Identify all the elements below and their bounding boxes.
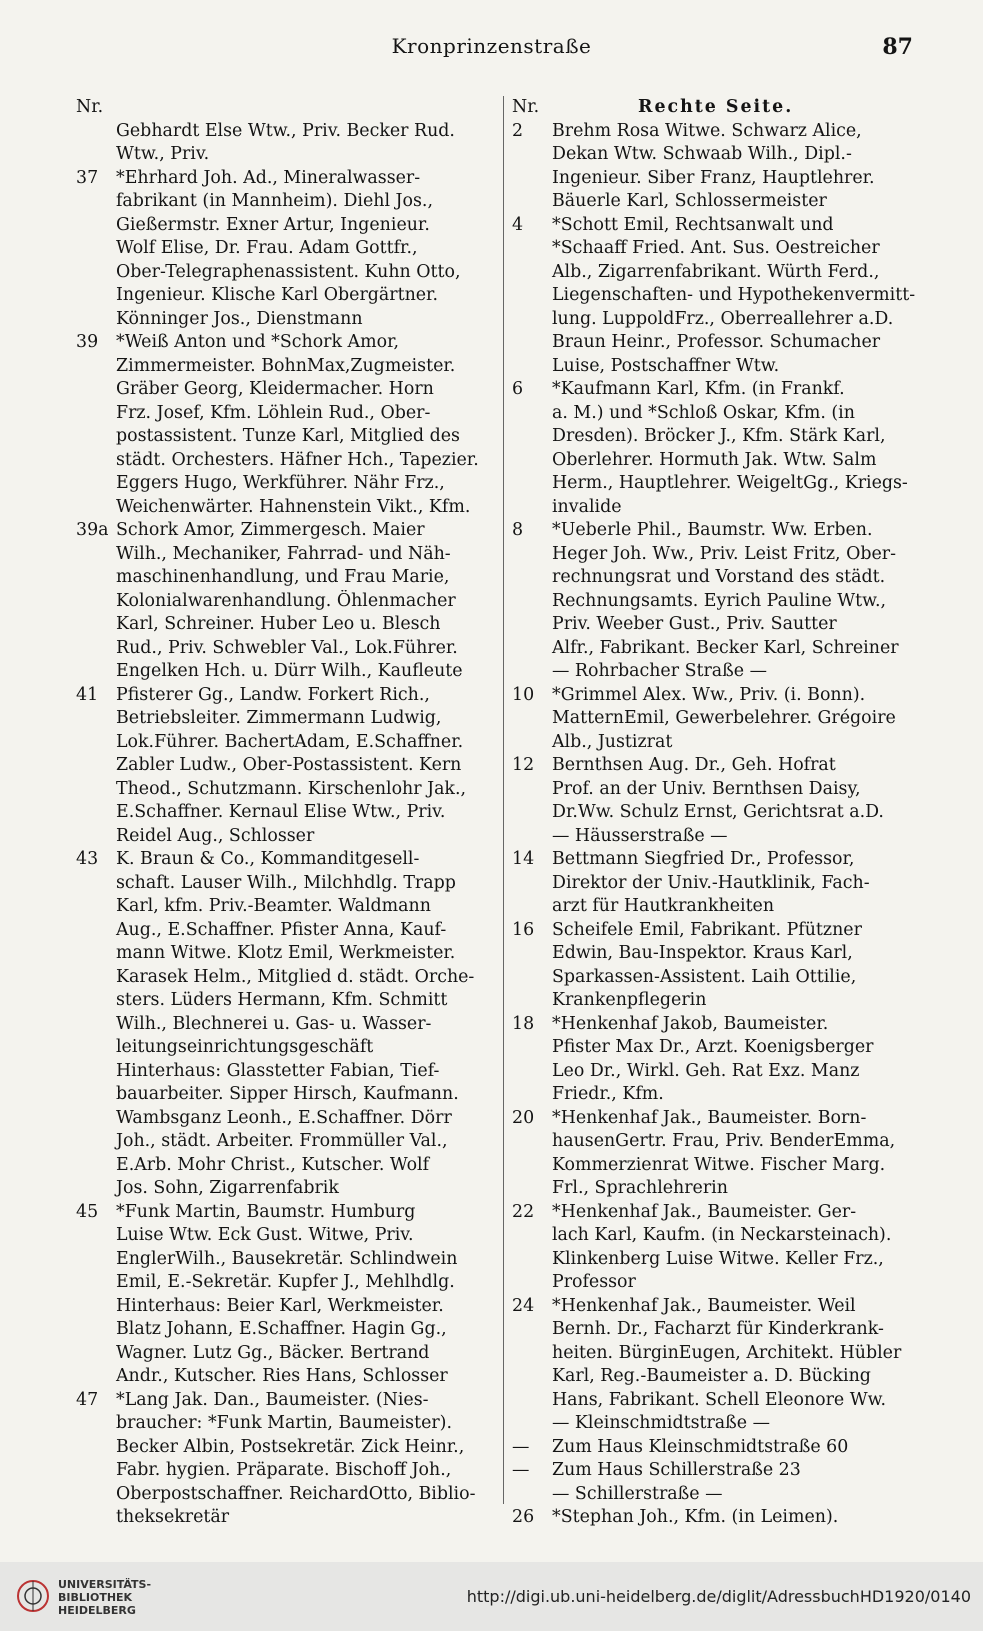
entry-text: — Rohrbacher Straße — [552, 661, 767, 681]
entry-line [512, 1506, 930, 1530]
entry-text: städt. Orchesters. Häfner Hch., Tapezier. [116, 449, 479, 470]
entry-line [76, 660, 498, 684]
entry-text: lach Karl, Kaufm. (in Neckarsteinach). [552, 1225, 892, 1245]
entry-line [76, 919, 498, 943]
house-number: 12 [512, 755, 535, 775]
entry-line [512, 942, 930, 966]
entry-text: Friedr., Kfm. [552, 1084, 664, 1104]
entry-text: Heger Joh. Ww., Priv. Leist Fritz, Ober- [552, 543, 896, 564]
house-number: — [512, 1436, 530, 1457]
entry-line [512, 1318, 930, 1342]
entry-text: Wambsganz Leonh., E.Schaffner. Dörr [116, 1107, 452, 1128]
right-entries [512, 120, 930, 1530]
entry-text: Pfister Max Dr., Arzt. Koenigsberger [552, 1037, 874, 1057]
house-number: 39 [76, 332, 99, 352]
house-number: 10 [512, 684, 535, 705]
entry-text: Direktor der Univ.-Hautklinik, Fach- [552, 872, 870, 893]
right-side-heading: Rechte Seite. [638, 97, 794, 117]
house-number: 22 [512, 1201, 535, 1222]
entry-line [76, 190, 498, 214]
house-number: 8 [512, 520, 524, 540]
house-number: 43 [76, 849, 99, 869]
house-number: 2 [512, 120, 524, 141]
entry-text: Zabler Ludw., Ober-Postassistent. Kern [116, 755, 462, 775]
entry-text: Zum Haus Schillerstraße 23 [552, 1460, 801, 1480]
entry-line [76, 472, 498, 496]
entry-text: Fabr. hygien. Präparate. Bischoff Joh., [116, 1460, 452, 1480]
entry-text: Engelken Hch. u. Dürr Wilh., Kaufleute [116, 661, 463, 681]
house-number: 14 [512, 849, 535, 869]
entry-text: Karl, Schreiner. Huber Leo u. Blesch [116, 614, 441, 634]
entry-text: *Henkenhaf Jakob, Baumeister. [552, 1013, 829, 1034]
entry-line [512, 660, 930, 684]
entry-text: Leo Dr., Wirkl. Geh. Rat Exz. Manz [552, 1060, 860, 1081]
viewer-footer [0, 1562, 983, 1631]
entry-text: Wilh., Blechnerei u. Gas- u. Wasser- [116, 1013, 432, 1034]
entry-text: rechnungsrat und Vorstand des städt. [552, 567, 886, 587]
entry-text: Dr.Ww. Schulz Ernst, Gerichtsrat a.D. [552, 802, 884, 822]
entry-text: Krankenpflegerin [552, 990, 707, 1010]
entry-text: Hinterhaus: Beier Karl, Werkmeister. [116, 1295, 444, 1316]
entry-line [76, 848, 498, 872]
entry-text: Hans, Fabrikant. Schell Eleonore Ww. [552, 1389, 886, 1410]
entry-text: Aug., E.Schaffner. Pfister Anna, Kauf- [116, 919, 447, 940]
entry-line [76, 872, 498, 896]
entry-text: Professor [552, 1272, 636, 1292]
entry-text: Oberlehrer. Hormuth Jak. Wtw. Salm [552, 449, 877, 470]
entry-text: *Lang Jak. Dan., Baumeister. (Nies- [116, 1389, 429, 1410]
running-title: Kronprinzenstraße [391, 34, 592, 58]
entry-line [512, 378, 930, 402]
entry-text: Scheifele Emil, Fabrikant. Pfützner [552, 919, 862, 940]
entry-text: Braun Heinr., Professor. Schumacher [552, 332, 881, 352]
entry-text: *Ehrhard Joh. Ad., Mineralwasser- [116, 167, 421, 188]
house-number: 6 [512, 379, 524, 399]
entry-line [76, 989, 498, 1013]
entry-text: Oberpostschaffner. ReichardOtto, Biblio- [116, 1483, 476, 1504]
column-divider [503, 96, 504, 1504]
entry-text: fabrikant (in Mannheim). Diehl Jos., [116, 191, 433, 211]
entry-text: Andr., Kutscher. Ries Hans, Schlosser [116, 1366, 448, 1386]
entry-line [76, 355, 498, 379]
entry-line [512, 1083, 930, 1107]
entry-line [512, 1271, 930, 1295]
page-number: 87 [882, 34, 913, 60]
house-number: 16 [512, 919, 535, 940]
entry-line [512, 237, 930, 261]
entry-line [76, 378, 498, 402]
entry-line [76, 731, 498, 755]
entry-line [512, 731, 930, 755]
entry-text: Joh., städt. Arbeiter. Frommüller Val., [116, 1131, 448, 1151]
house-number: 20 [512, 1107, 535, 1128]
entry-line [76, 1060, 498, 1084]
entry-text: braucher: *Funk Martin, Baumeister). [116, 1413, 452, 1433]
entry-text: *Henkenhaf Jak., Baumeister. Born- [552, 1107, 867, 1128]
entry-line [512, 496, 930, 520]
house-number: — [512, 1460, 530, 1480]
entry-line [76, 1365, 498, 1389]
entry-line [76, 637, 498, 661]
right-column-heading [512, 96, 930, 120]
entry-text: Prof. an der Univ. Bernthsen Daisy, [552, 778, 861, 799]
entry-line [76, 1271, 498, 1295]
entry-text: Sparkassen-Assistent. Laih Ottilie, [552, 966, 857, 987]
entry-text: sters. Lüders Hermann, Kfm. Schmitt [116, 990, 448, 1010]
entry-line [512, 1389, 930, 1413]
number-column-label: Nr. [76, 97, 104, 117]
library-name-line: BIBLIOTHEK [58, 1591, 133, 1604]
entry-line [76, 143, 498, 167]
entry-line [76, 1013, 498, 1037]
entry-text: Theod., Schutzmann. Kirschenlohr Jak., [116, 778, 467, 799]
entry-text: Gießermstr. Exner Artur, Ingenieur. [116, 214, 430, 235]
entry-line [512, 848, 930, 872]
entry-line [512, 120, 930, 144]
house-number: 24 [512, 1295, 535, 1316]
entry-line [512, 801, 930, 825]
entry-line [512, 966, 930, 990]
entry-line [76, 496, 498, 520]
house-number: 4 [512, 214, 524, 235]
entry-text: Alfr., Fabrikant. Becker Karl, Schreiner [552, 637, 899, 658]
entry-line [76, 778, 498, 802]
entry-line [512, 331, 930, 355]
entry-text: E.Arb. Mohr Christ., Kutscher. Wolf [116, 1154, 430, 1175]
library-name-line: UNIVERSITÄTS- [58, 1578, 152, 1591]
entry-line [76, 308, 498, 332]
house-number: 26 [512, 1507, 535, 1527]
entry-line [512, 1483, 930, 1507]
entry-line [76, 684, 498, 708]
library-name-line: HEIDELBERG [58, 1604, 136, 1617]
entry-line [76, 1318, 498, 1342]
right-column [512, 96, 930, 1530]
entry-line [512, 1436, 930, 1460]
entry-line [76, 1342, 498, 1366]
entry-line [76, 1412, 498, 1436]
entry-line [76, 1295, 498, 1319]
entry-line [76, 566, 498, 590]
entry-text: EnglerWilh., Bausekretär. Schlindwein [116, 1248, 458, 1269]
entry-line [76, 1154, 498, 1178]
house-number: 41 [76, 684, 99, 705]
entry-line [512, 1036, 930, 1060]
entry-line [512, 449, 930, 473]
left-entries [76, 120, 498, 1530]
entry-text: Bernh. Dr., Facharzt für Kinderkrank- [552, 1319, 884, 1339]
entry-line [512, 1342, 930, 1366]
entry-text: mann Witwe. Klotz Emil, Werkmeister. [116, 943, 456, 963]
entry-line [512, 1201, 930, 1225]
library-name [58, 1578, 151, 1617]
entry-text: maschinenhandlung, und Frau Marie, [116, 567, 450, 587]
entry-line [512, 1295, 930, 1319]
entry-text: arzt für Hautkrankheiten [552, 896, 775, 916]
entry-text: Eggers Hugo, Werkführer. Nähr Frz., [116, 473, 445, 493]
entry-line [512, 754, 930, 778]
entry-text: Bäuerle Karl, Schlossermeister [552, 191, 827, 211]
house-number: 37 [76, 167, 99, 188]
entry-line [76, 1389, 498, 1413]
entry-line [512, 1107, 930, 1131]
entry-text: Priv. Weeber Gust., Priv. Sautter [552, 614, 837, 634]
entry-line [512, 519, 930, 543]
entry-text: Reidel Aug., Schlosser [116, 825, 315, 846]
entry-line [76, 1248, 498, 1272]
entry-line [512, 543, 930, 567]
entry-line [512, 590, 930, 614]
entry-text: invalide [552, 496, 622, 517]
entry-line [512, 1130, 930, 1154]
entry-text: Luise Wtw. Eck Gust. Witwe, Priv. [116, 1225, 414, 1245]
entry-text: Herm., Hauptlehrer. WeigeltGg., Kriegs- [552, 473, 908, 493]
entry-line [76, 1459, 498, 1483]
entry-text: Blatz Johann, E.Schaffner. Hagin Gg., [116, 1319, 447, 1339]
entry-line [512, 919, 930, 943]
entry-line [76, 942, 498, 966]
entry-text: MatternEmil, Gewerbelehrer. Grégoire [552, 708, 896, 728]
entry-text: Betriebsleiter. Zimmermann Ludwig, [116, 708, 442, 728]
entry-text: *Funk Martin, Baumstr. Humburg [116, 1201, 416, 1222]
entry-line [76, 237, 498, 261]
entry-line [512, 425, 930, 449]
entry-text: *Henkenhaf Jak., Baumeister. Ger- [552, 1201, 857, 1222]
entry-line [512, 637, 930, 661]
entry-line [76, 1036, 498, 1060]
entry-text: *Grimmel Alex. Ww., Priv. (i. Bonn). [552, 684, 866, 705]
entry-line [512, 1224, 930, 1248]
entry-text: Wilh., Mechaniker, Fahrrad- und Näh- [116, 543, 451, 564]
entry-line [512, 167, 930, 191]
entry-line [512, 707, 930, 731]
entry-line [76, 801, 498, 825]
house-number: 45 [76, 1201, 99, 1222]
entry-text: Bettmann Siegfried Dr., Professor, [552, 849, 855, 869]
entry-text: Zum Haus Kleinschmidtstraße 60 [552, 1436, 849, 1457]
entry-line [512, 1013, 930, 1037]
entry-line [76, 825, 498, 849]
entry-line [512, 684, 930, 708]
entry-text: a. M.) und *Schloß Oskar, Kfm. (in [552, 402, 855, 423]
entry-text: *Ueberle Phil., Baumstr. Ww. Erben. [552, 520, 873, 540]
entry-text: Brehm Rosa Witwe. Schwarz Alice, [552, 120, 862, 141]
entry-line [512, 1412, 930, 1436]
entry-line [512, 566, 930, 590]
entry-line [76, 1177, 498, 1201]
entry-text: Schork Amor, Zimmergesch. Maier [116, 520, 425, 540]
entry-line [76, 120, 498, 144]
entry-line [512, 825, 930, 849]
entry-line [512, 1248, 930, 1272]
entry-line [512, 1060, 930, 1084]
entry-text: Dresden). Bröcker J., Kfm. Stärk Karl, [552, 426, 886, 446]
house-number: 18 [512, 1013, 535, 1034]
entry-line [76, 1083, 498, 1107]
entry-line [512, 284, 930, 308]
entry-text: schaft. Lauser Wilh., Milchhdlg. Trapp [116, 872, 456, 893]
entry-text: Klinkenberg Luise Witwe. Keller Frz., [552, 1248, 884, 1269]
entry-text: Wolf Elise, Dr. Frau. Adam Gottfr., [116, 238, 418, 258]
entry-line [512, 143, 930, 167]
entry-line [512, 1177, 930, 1201]
entry-line [76, 449, 498, 473]
entry-text: Ober-Telegraphenassistent. Kuhn Otto, [116, 261, 461, 282]
entry-line [512, 613, 930, 637]
left-column-heading [76, 96, 498, 120]
entry-line [512, 1459, 930, 1483]
number-column-label: Nr. [512, 97, 540, 117]
entry-text: Kolonialwarenhandlung. Öhlenmacher [116, 590, 456, 611]
entry-text: Jos. Sohn, Zigarrenfabrik [116, 1178, 339, 1198]
entry-line [76, 895, 498, 919]
permalink-url[interactable]: http://digi.ub.uni-heidelberg.de/diglit/AdressbuchHD1920/0140 [466, 1587, 971, 1606]
entry-text: heiten. BürginEugen, Architekt. Hübler [552, 1342, 902, 1363]
entry-text: Bernthsen Aug. Dr., Geh. Hofrat [552, 755, 836, 775]
entry-text: K. Braun & Co., Kommanditgesell- [116, 849, 420, 869]
entry-line [76, 167, 498, 191]
entry-text: *Kaufmann Karl, Kfm. (in Frankf. [552, 379, 845, 399]
entry-text: Gräber Georg, Kleidermacher. Horn [116, 379, 434, 399]
entry-text: Luise, Postschaffner Wtw. [552, 355, 780, 376]
entry-text: Pfisterer Gg., Landw. Forkert Rich., [116, 684, 430, 705]
entry-line [76, 1436, 498, 1460]
entry-line [76, 402, 498, 426]
entry-line [76, 590, 498, 614]
entry-text: theksekretär [116, 1507, 230, 1527]
entry-text: Lok.Führer. BachertAdam, E.Schaffner. [116, 731, 464, 752]
entry-line [76, 1506, 498, 1530]
entry-text: leitungseinrichtungsgeschäft [116, 1037, 374, 1057]
entry-line [512, 472, 930, 496]
entry-text: — Kleinschmidtstraße — [552, 1413, 770, 1433]
entry-line [512, 872, 930, 896]
entry-line [512, 190, 930, 214]
entry-line [512, 308, 930, 332]
entry-line [512, 261, 930, 285]
entry-line [76, 261, 498, 285]
entry-text: Hinterhaus: Glasstetter Fabian, Tief- [116, 1060, 440, 1081]
entry-text: Dekan Wtw. Schwaab Wilh., Dipl.- [552, 144, 852, 164]
entry-line [76, 754, 498, 778]
entry-line [512, 355, 930, 379]
entry-text: Alb., Zigarrenfabrikant. Würth Ferd., [552, 261, 880, 282]
entry-text: lung. LuppoldFrz., Oberreallehrer a.D. [552, 308, 894, 329]
entry-text: Weichenwärter. Hahnenstein Vikt., Kfm. [116, 496, 471, 517]
entry-line [512, 1154, 930, 1178]
entry-text: Liegenschaften- und Hypothekenvermitt- [552, 285, 916, 305]
entry-line [512, 778, 930, 802]
entry-line [512, 402, 930, 426]
entry-line [512, 1365, 930, 1389]
entry-text: *Schott Emil, Rechtsanwalt und [552, 214, 834, 235]
entry-text: hausenGertr. Frau, Priv. BenderEmma, [552, 1131, 896, 1151]
entry-line [512, 214, 930, 238]
entry-text: Karl, kfm. Priv.-Beamter. Waldmann [116, 896, 431, 916]
entry-text: bauarbeiter. Sipper Hirsch, Kaufmann. [116, 1084, 459, 1104]
entry-text: *Henkenhaf Jak., Baumeister. Weil [552, 1295, 856, 1316]
entry-line [76, 425, 498, 449]
entry-line [76, 1224, 498, 1248]
entry-text: Ingenieur. Siber Franz, Hauptlehrer. [552, 167, 875, 188]
entry-text: Emil, E.-Sekretär. Kupfer J., Mehlhdlg. [116, 1272, 455, 1292]
entry-line [76, 707, 498, 731]
entry-text: Gebhardt Else Wtw., Priv. Becker Rud. [116, 120, 455, 141]
entry-text: Könninger Jos., Dienstmann [116, 308, 363, 329]
entry-text: Karasek Helm., Mitglied d. städt. Orche- [116, 966, 475, 987]
entry-line [76, 519, 498, 543]
entry-text: Wtw., Priv. [116, 144, 210, 164]
entry-text: Edwin, Bau-Inspektor. Kraus Karl, [552, 943, 853, 963]
entry-text: Zimmermeister. BohnMax,Zugmeister. [116, 355, 456, 376]
entry-line [76, 331, 498, 355]
entry-line [76, 214, 498, 238]
entry-line [76, 966, 498, 990]
entry-text: E.Schaffner. Kernaul Elise Wtw., Priv. [116, 802, 446, 822]
house-number: 39a [76, 520, 109, 540]
entry-line [76, 284, 498, 308]
library-seal-icon [16, 1576, 50, 1616]
entry-text: Kommerzienrat Witwe. Fischer Marg. [552, 1154, 886, 1175]
entry-text: Frl., Sprachlehrerin [552, 1178, 728, 1198]
entry-text: Becker Albin, Postsekretär. Zick Heinr., [116, 1436, 465, 1457]
entry-text: *Stephan Joh., Kfm. (in Leimen). [552, 1507, 839, 1527]
entry-text: — Häusserstraße — [552, 825, 728, 846]
entry-text: Alb., Justizrat [552, 731, 673, 752]
entry-text: Frz. Josef, Kfm. Löhlein Rud., Ober- [116, 402, 431, 423]
entry-text: *Weiß Anton und *Schork Amor, [116, 332, 400, 352]
entry-line [76, 613, 498, 637]
entry-line [76, 1130, 498, 1154]
entry-text: Rechnungsamts. Eyrich Pauline Wtw., [552, 590, 887, 611]
entry-line [512, 895, 930, 919]
entry-line [76, 1483, 498, 1507]
entry-text: *Schaaff Fried. Ant. Sus. Oestreicher [552, 238, 880, 258]
entry-line [76, 1201, 498, 1225]
entry-text: Wagner. Lutz Gg., Bäcker. Bertrand [116, 1342, 430, 1363]
entry-line [512, 989, 930, 1013]
entry-text: — Schillerstraße — [552, 1483, 723, 1504]
page-header [0, 34, 983, 62]
entry-text: postassistent. Tunze Karl, Mitglied des [116, 426, 460, 446]
entry-text: Rud., Priv. Schwebler Val., Lok.Führer. [116, 637, 458, 658]
house-number: 47 [76, 1389, 99, 1410]
entry-text: Karl, Reg.-Baumeister a. D. Bücking [552, 1366, 871, 1386]
entry-line [76, 543, 498, 567]
entry-text: Ingenieur. Klische Karl Obergärtner. [116, 285, 438, 305]
left-column [76, 96, 498, 1530]
entry-line [76, 1107, 498, 1131]
